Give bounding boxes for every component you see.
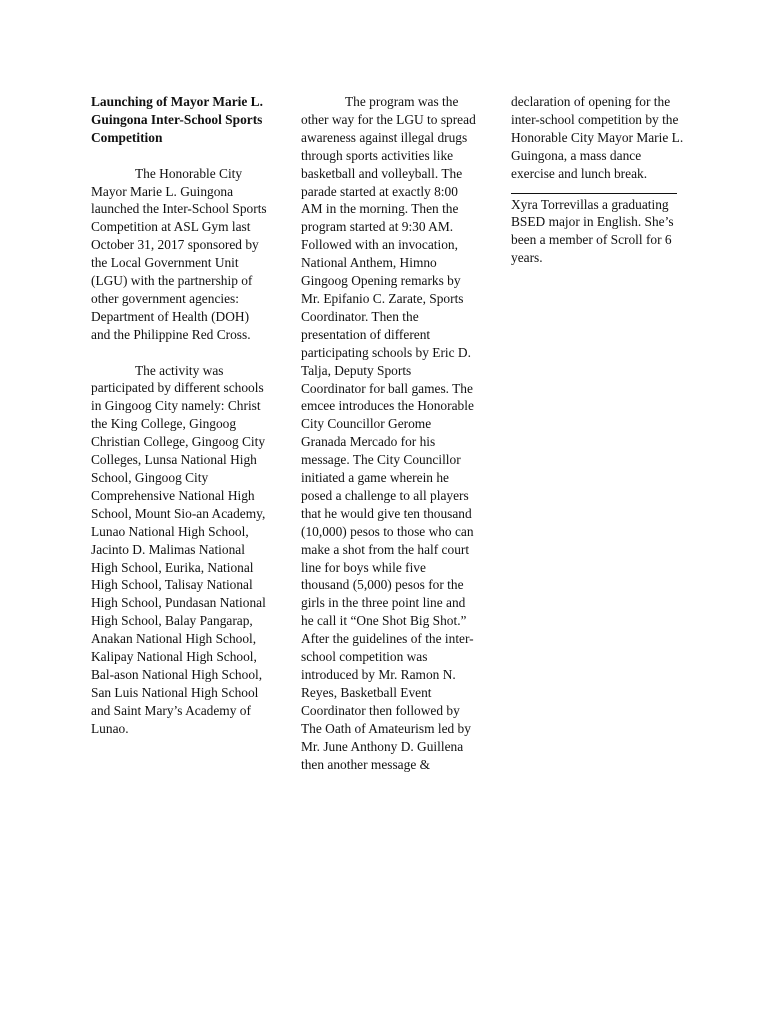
separator-rule <box>511 193 677 194</box>
column-2 <box>301 93 477 773</box>
author-note: Xyra Torrevillas a graduating BSED major in English. She’s been a member of Scroll for 6 years. <box>511 196 674 266</box>
column-3 <box>511 93 687 267</box>
paragraph-4: declaration of opening for the inter-school competition by the Honorable City Mayor Marie L. Guingona, a mass dance exercise and lunch break. <box>511 94 684 181</box>
paragraph-2: The activity was participated by different schools in Gingoog City namely: Christ the King College, Gingoog Christian College, Gingoog City Colleges, Lunsa National High School, Gingoog City Comprehensive National High School, Mount Sio-an Academy, Lunao National High School, Jacinto D. Malimas National High School, Eurika, National High School, Talisay National High School, Pundasan National High School, Balay Pangarap, Anakan National High School, Kalipay National High School, Bal-ason National High School, San Luis National High School and Saint Mary’s Academy of Lunao. <box>91 362 266 736</box>
paragraph-1: The Honorable City Mayor Marie L. Guingona launched the Inter-School Sports Competition at ASL Gym last October 31, 2017 sponsored by the Local Government Unit (LGU) with the partnership of other government agencies: Department of Health (DOH) and the Philippine Red Cross. <box>91 165 267 342</box>
column-1 <box>91 93 267 738</box>
paragraph-3: The program was the other way for the LGU to spread awareness against illegal drugs through sports activities like basketball and volleyball. The parade started at exactly 8:00 AM in the morning. Then the program started at 9:30 AM. Followed with an invocation, National Anthem, Himno Gingoog Opening remarks by Mr. Epifanio C. Zarate, Sports Coordinator. Then the presentation of different participating schools by Eric D. Talja, Deputy Sports Coordinator for ball games. The emcee introduces the Honorable City Councillor Gerome Granada Mercado for his message. The City Councillor initiated a game wherein he posed a challenge to all players that he would give ten thousand (10,000) pesos to those who can make a shot from the half court line for boys while five thousand (5,000) pesos for the girls in the three point line and he call it “One Shot Big Shot.” After the guidelines of the inter-school competition was introduced by Mr. Ramon N. Reyes, Basketball Event Coordinator then followed by The Oath of Amateurism led by Mr. June Anthony D. Guillena then another message & <box>301 94 476 772</box>
article-headline: Launching of Mayor Marie L. Guingona Inter-School Sports Competition <box>91 94 263 145</box>
